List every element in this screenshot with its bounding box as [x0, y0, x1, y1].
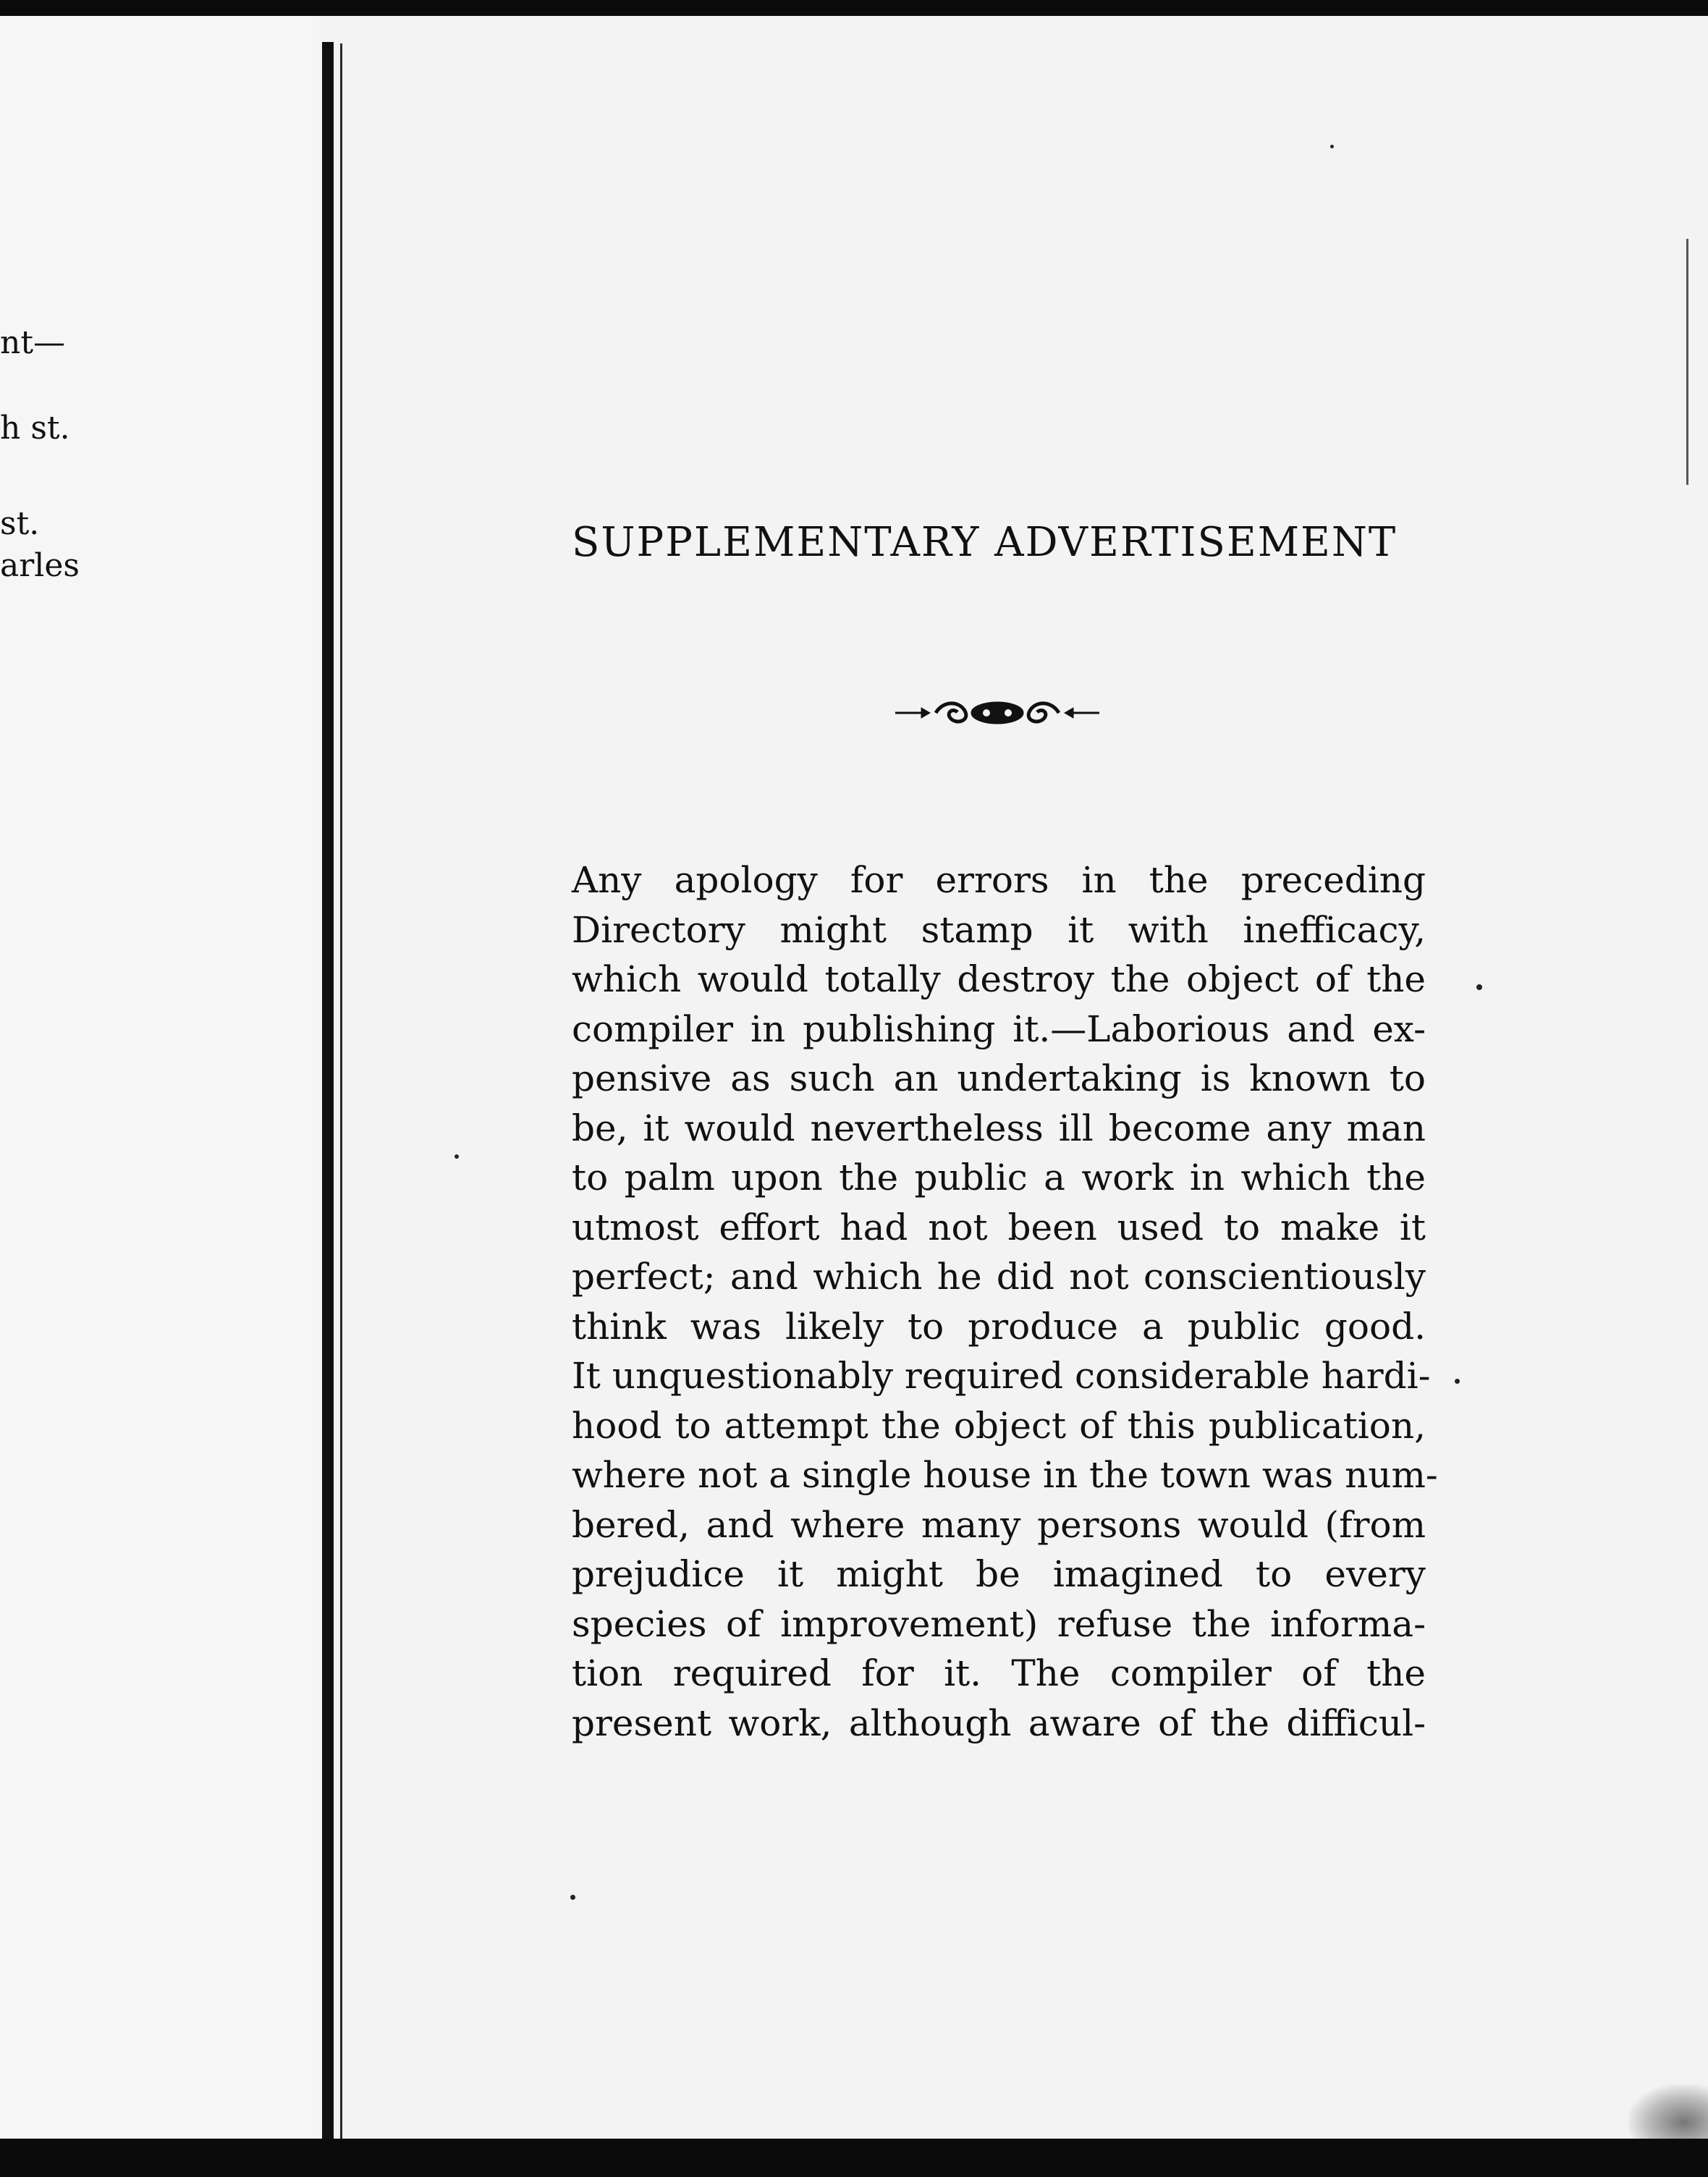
text-line: Any apology for errors in the preceding [572, 859, 1426, 901]
text-line: think was likely to produce a public good. [572, 1305, 1426, 1348]
ornament-icon [892, 695, 1102, 731]
text-line: utmost effort had not been used to make it [572, 1206, 1426, 1248]
text-line: hood to attempt the object of this publication, [572, 1404, 1426, 1447]
scan-speck [455, 1154, 459, 1159]
text-line: prejudice it might be imagined to every [572, 1553, 1426, 1595]
scan-speck [1455, 1379, 1460, 1384]
page-edge-mark [1686, 239, 1688, 485]
scan-speck [1476, 984, 1482, 990]
left-page-fragment: nt— [0, 324, 66, 361]
scan-top-border [0, 0, 1708, 16]
binding-gutter [322, 42, 334, 2139]
scan-speck [570, 1895, 575, 1900]
page-heading: SUPPLEMENTARY ADVERTISEMENT [572, 519, 1398, 566]
text-line: where not a single house in the town was num- [572, 1454, 1438, 1496]
scan-speck [1330, 145, 1334, 148]
left-page [0, 16, 318, 2139]
text-line: It unquestionably required considerable hardi- [572, 1355, 1431, 1397]
text-line: compiler in publishing it.—Laborious and ex- [572, 1007, 1426, 1050]
text-line: which would totally destroy the object of the [572, 958, 1426, 1000]
text-line: species of improvement) refuse the informa- [572, 1602, 1426, 1645]
text-line: present work, although aware of the difficul- [572, 1702, 1426, 1744]
text-line: bered, and where many persons would (from [572, 1503, 1426, 1546]
text-line: be, it would nevertheless ill become any man [572, 1107, 1426, 1149]
scan-scuff [1628, 2084, 1708, 2139]
left-page-fragment: h st. [0, 410, 70, 447]
advertisement-paragraph [572, 855, 1438, 1748]
text-line: to palm upon the public a work in which the [572, 1157, 1426, 1199]
text-line: pensive as such an undertaking is known to [572, 1057, 1426, 1099]
scan-bottom-border [0, 2139, 1708, 2177]
text-line: tion required for it. The compiler of the [572, 1652, 1426, 1694]
text-line: Directory might stamp it with inefficacy, [572, 908, 1426, 951]
text-line: perfect; and which he did not conscientiously [572, 1256, 1426, 1298]
left-page-fragment: st. [0, 505, 40, 542]
left-page-fragment: arles [0, 547, 80, 584]
